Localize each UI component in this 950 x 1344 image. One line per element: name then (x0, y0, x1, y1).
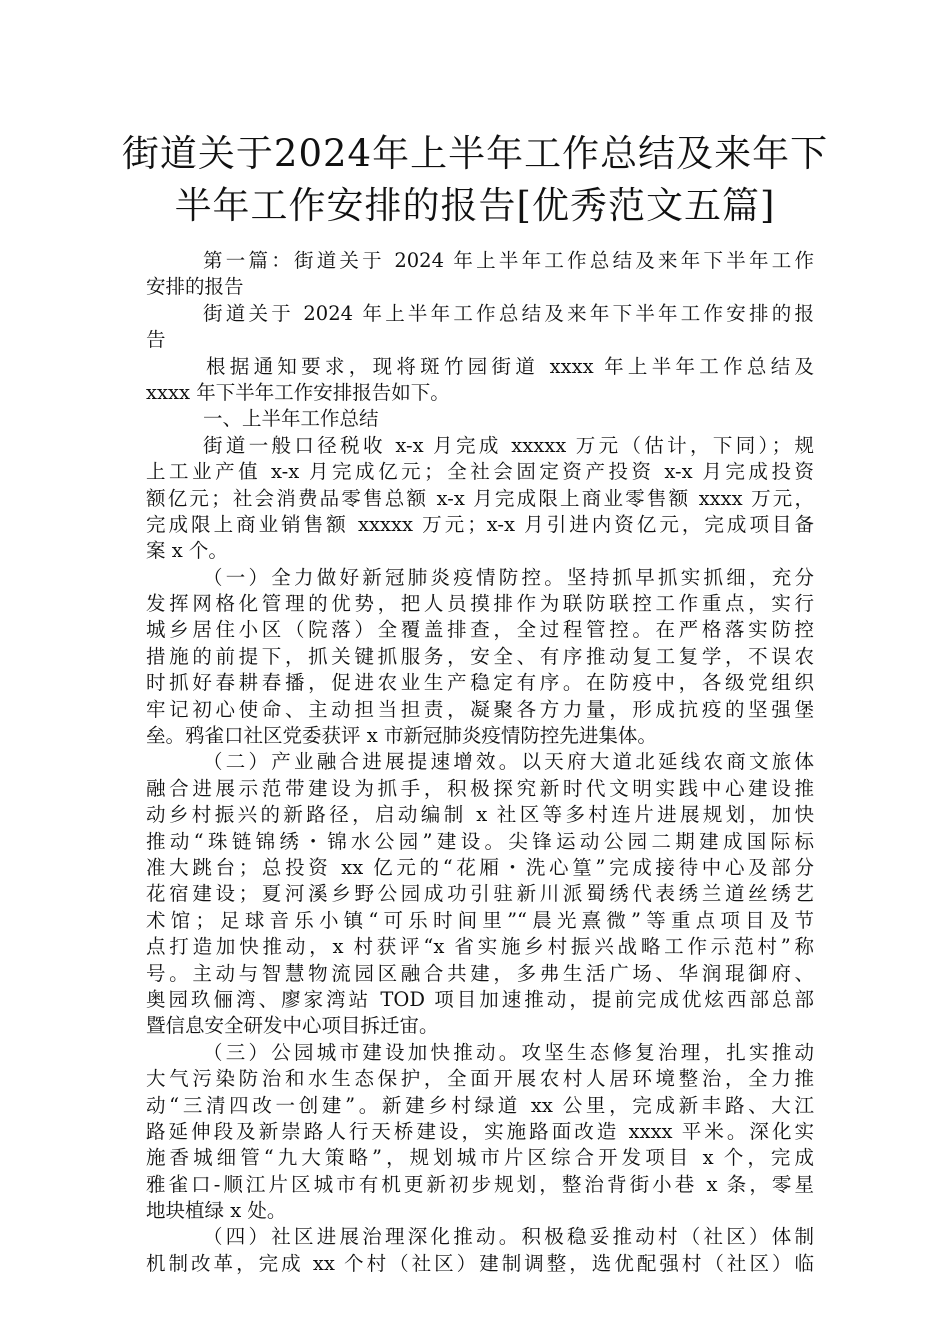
body-line: 街道关于 2024 年上半年工作总结及来年下半年工作安排的报 (203, 301, 814, 325)
body-line: 施香城细管“九大策略”，规划城市片区综合开发项目 x 个，完成 (146, 1146, 814, 1170)
body-line: 机制改革，完成 xx 个村（社区）建制调整，选优配强村（社区）临 (146, 1251, 814, 1275)
body-line: 地块植绿 x 处。 (146, 1199, 287, 1223)
body-line: 大气污染防治和水生态保护，全面开展农村人居环境整治，全力推 (146, 1067, 814, 1091)
document-title (120, 128, 830, 232)
body-line: 安排的报告 (146, 275, 244, 299)
body-line: 动“三清四改一创建”。新建乡村绿道 xx 公里，完成新丰路、大江 (146, 1093, 814, 1117)
body-line: （一）全力做好新冠肺炎疫情防控。坚持抓早抓实抓细，充分 (203, 565, 814, 589)
body-line: 额亿元；社会消费品零售总额 x-x 月完成限上商业零售额 xxxx 万元， (146, 486, 814, 510)
body-line: xxxx 年下半年工作安排报告如下。 (146, 380, 450, 404)
body-line: 街道一般口径税收 x-x 月完成 xxxxx 万元（估计，下同）；规 (203, 433, 814, 457)
body-line: 路延伸段及新崇路人行天桥建设，实施路面改造 xxxx 平米。深化实 (146, 1119, 814, 1143)
body-line: 术馆；足球音乐小镇“可乐时间里”“晨光熹微”等重点项目及节 (146, 908, 814, 932)
body-line: 完成限上商业销售额 xxxxx 万元；x-x 月引进内资亿元，完成项目备 (146, 512, 814, 536)
body-line: 点打造加快推动，x 村获评“x 省实施乡村振兴战略工作示范村”称 (146, 935, 814, 959)
body-line: 动乡村振兴的新路径，启动编制 x 社区等多村连片进展规划，加快 (146, 803, 814, 827)
section-heading: 一、上半年工作总结 (203, 407, 379, 431)
body-line: 措施的前提下，抓关键抓服务，安全、有序推动复工复学，不误农 (146, 644, 814, 668)
body-line: 花宿建设；夏河溪乡野公园成功引驻新川派蜀绣代表绣兰道丝绣艺 (146, 882, 814, 906)
body-line: 推动“珠链锦绣・锦水公园”建设。尖锋运动公园二期建成国际标 (146, 829, 814, 853)
body-line: （四）社区进展治理深化推动。积极稳妥推动村（社区）体制 (203, 1225, 814, 1249)
body-line: （三）公园城市建设加快推动。攻坚生态修复治理，扎实推动 (203, 1040, 814, 1064)
body-line: 城乡居住小区（院落）全覆盖排查，全过程管控。在严格落实防控 (146, 618, 814, 642)
body-line: 牢记初心使命、主动担当担责，凝聚各方力量，形成抗疫的坚强堡 (146, 697, 814, 721)
body-line: 时抓好春耕春播，促进农业生产稳定有序。在防疫中，各级党组织 (146, 671, 814, 695)
body-line: 垒。鸦雀口社区党委获评 x 市新冠肺炎疫情防控先进集体。 (146, 724, 657, 748)
document-body (146, 248, 814, 1277)
title-line-2: 半年工作安排的报告[优秀范文五篇] (174, 184, 776, 227)
body-line: 融合进展示范带建设为抓手，积极探究新时代文明实践中心建设推 (146, 776, 814, 800)
body-line: 奥园玖俪湾、廖家湾站 TOD 项目加速推动，提前完成优炫西部总部 (146, 987, 814, 1011)
body-line: 第一篇：街道关于 2024 年上半年工作总结及来年下半年工作 (203, 249, 814, 272)
body-line: （二）产业融合进展提速增效。以天府大道北延线农商文旅体 (203, 750, 814, 774)
body-line: 案 x 个。 (146, 539, 228, 563)
body-line: 告 (146, 328, 166, 352)
body-line: 准大跳台；总投资 xx 亿元的“花厢・洗心篁”完成接待中心及部分 (146, 855, 814, 879)
body-line: 雅雀口-顺江片区城市有机更新初步规划，整治背街小巷 x 条，零星 (146, 1172, 814, 1196)
body-line: 暨信息安全研发中心项目拆迁宙。 (146, 1014, 439, 1038)
body-line: 发挥网格化管理的优势，把人员摸排作为联防联控工作重点，实行 (146, 592, 814, 616)
body-line: 上工业产值 x-x 月完成亿元；全社会固定资产投资 x-x 月完成投资 (146, 460, 814, 484)
body-line: 根据通知要求，现将斑竹园街道 xxxx 年上半年工作总结及 (206, 354, 814, 378)
body-line: 号。主动与智慧物流园区融合共建，多弗生活广场、华润琨御府、 (146, 961, 814, 985)
title-line-1: 街道关于2024年上半年工作总结及来年下 (121, 132, 829, 175)
